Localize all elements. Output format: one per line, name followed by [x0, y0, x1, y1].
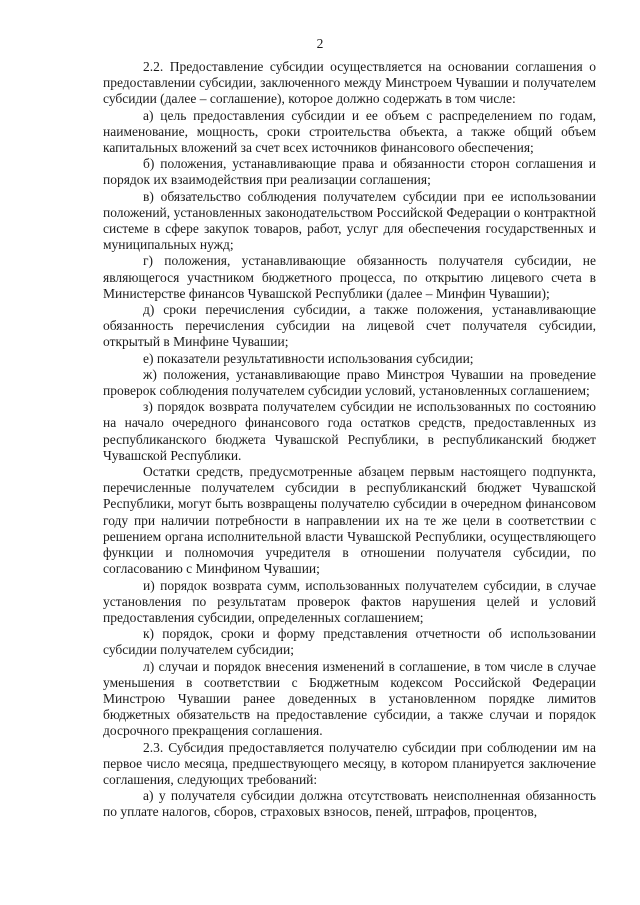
- paragraph-item-i: и) порядок возврата сумм, использованных получателем субсидии, в случае установления по результатам проверок фактов нарушения целей и условий предоставления субсидии, определенных соглашением;: [103, 577, 596, 625]
- paragraph-item-a: а) цель предоставления субсидии и ее объем с распределением по годам, наименование, мощность, сроки строительства объекта, а также общий объем капитальных вложений за счет всех источников финансового обеспечения;: [103, 107, 596, 156]
- paragraph-2-3: 2.3. Субсидия предоставляется получателю субсидии при соблюдении им на первое число месяца, предшествующего месяцу, в котором планируется заключение соглашения, следующих требований:: [103, 739, 596, 787]
- paragraph-2-2: 2.2. Предоставление субсидии осуществляется на основании соглашения о предоставлении субсидии, заключенного между Минстроем Чувашии и получателем субсидии (далее – соглашение), которое должно содержать в том числе:: [103, 59, 596, 107]
- paragraph-item-k: к) порядок, сроки и форму представления отчетности об использовании субсидии получателем субсидии;: [103, 626, 596, 658]
- paragraph-item-g: г) положения, устанавливающие обязанность получателя субсидии, не являющегося участником бюджетного процесса, по открытию лицевого счета в Министерстве финансов Чувашской Республики (далее – Минфин Чувашии);: [103, 253, 596, 301]
- paragraph-item-e: е) показатели результативности использования субсидии;: [143, 350, 474, 366]
- paragraph-item-v: в) обязательство соблюдения получателем субсидии при ее использовании положений, установленных законодательством Российской Федерации о контрактной системе в сфере закупок товаров, работ, услуг для обеспечения государственных и муниципальных нужд;: [103, 188, 596, 253]
- paragraph-item-d: д) сроки перечисления субсидии, а также положения, устанавливающие обязанность перечисления субсидии на лицевой счет получателя субсидии, открытый в Минфине Чувашии;: [103, 302, 596, 350]
- page-number: 2: [316, 36, 324, 51]
- paragraph-remainder-funds: Остатки средств, предусмотренные абзацем первым настоящего подпункта, перечисленные получателем субсидии в республиканский бюджет Чувашской Республики, могут быть возвращены получателю субсидии в очередном финансовом году при наличии потребности в направлении их на те же цели в соответствии с решением органа исполнительной власти Чувашской Республики, осуществляющего функции и полномочия учредителя в отношении получателя субсидии, по согласованию с Минфином Чувашии;: [103, 464, 596, 577]
- paragraph-item-l: л) случаи и порядок внесения изменений в соглашение, в том числе в случае уменьшения в соответствии с Бюджетным кодексом Российской Федерации Минстрою Чувашии ранее доведенных в установленном порядке лимитов бюджетных обязательств на предоставление субсидии, а также случаи и порядок досрочного прекращения соглашения.: [103, 658, 596, 739]
- paragraph-item-b: б) положения, устанавливающие права и обязанности сторон соглашения и порядок их взаимодействия при реализации соглашения;: [103, 156, 596, 188]
- paragraph-item-z: з) порядок возврата получателем субсидии не использованных по состоянию на начало очередного финансового года остатков средств, предоставленных из республиканского бюджета Чувашской Республики, в республиканский бюджет Чувашской Республики.: [103, 399, 596, 463]
- document-body: [103, 59, 596, 821]
- paragraph-item-zh: ж) положения, устанавливающие право Минстроя Чувашии на проведение проверок соблюдения получателем субсидии условий, установленных соглашением;: [103, 366, 596, 399]
- paragraph-2-3-item-a: а) у получателя субсидии должна отсутствовать неисполненная обязанность по уплате налогов, сборов, страховых взносов, пеней, штрафов, процентов,: [103, 788, 596, 820]
